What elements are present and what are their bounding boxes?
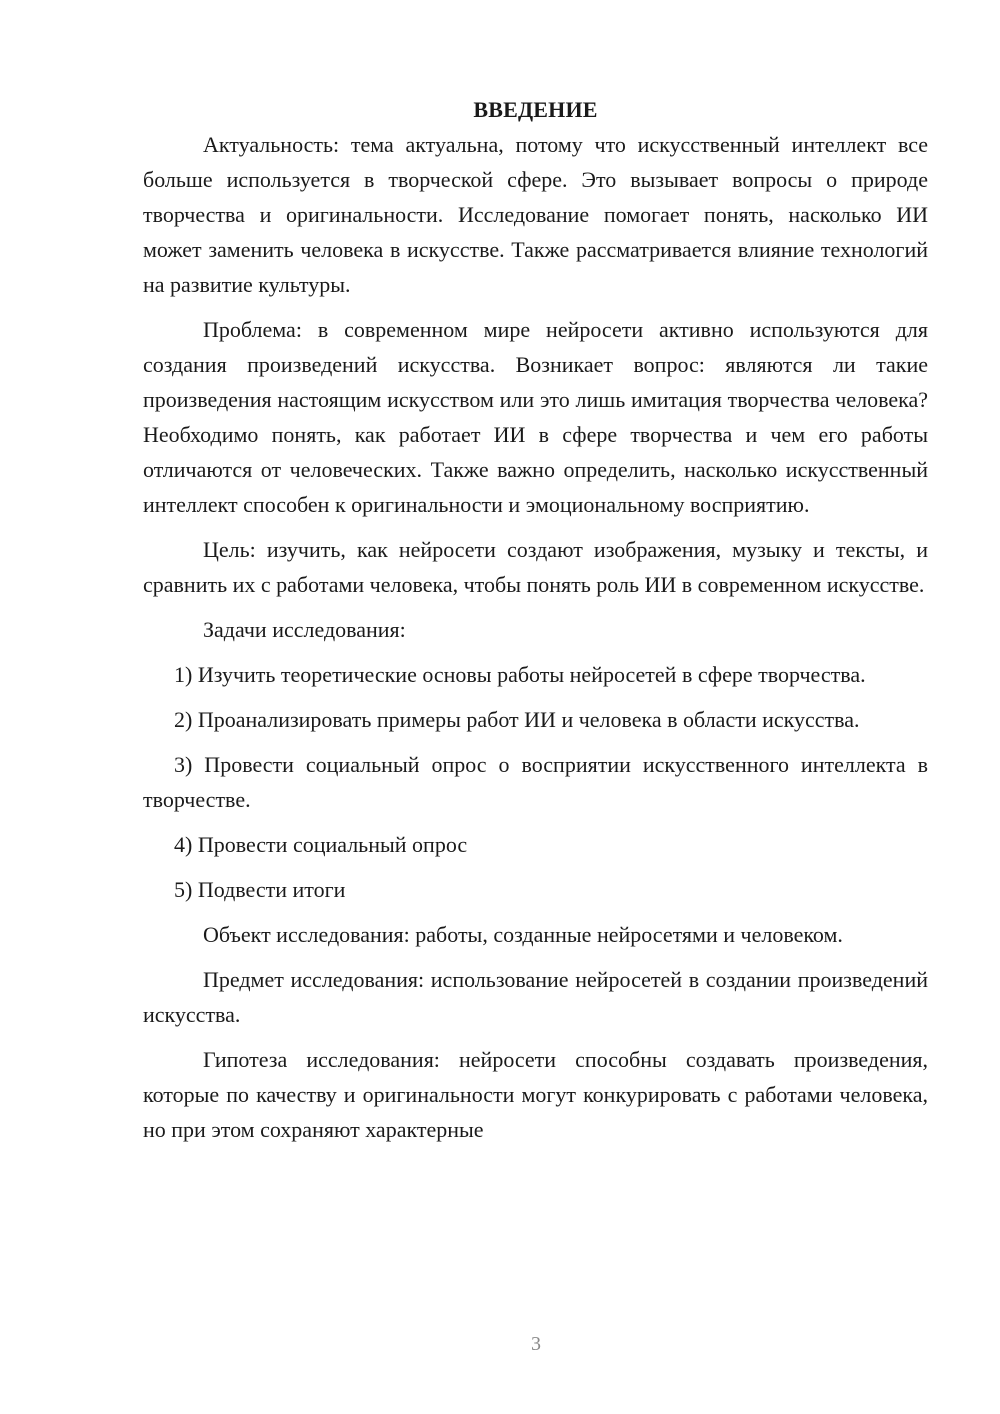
problem-paragraph: Проблема: в современном мире нейросети активно используются для создания произведений искусства. Возникает вопрос: являются ли такие произведения настоящим искусством или это лишь имитация творчества человека? Необходимо понять, как работает ИИ в сфере творчества и чем его работы отличаются от человеческих. Также важно определить, насколько искусственный интеллект способен к оригинальности и эмоциональному восприятию. [143, 317, 928, 517]
task-item-3: 3) Провести социальный опрос о восприятии искусственного интеллекта в творчестве. [143, 752, 928, 812]
task-item-1: 1) Изучить теоретические основы работы нейросетей в сфере творчества. [174, 662, 866, 687]
page-number: 3 [531, 1333, 541, 1355]
document-page [143, 92, 928, 1147]
object-paragraph: Объект исследования: работы, созданные нейросетями и человеком. [203, 922, 843, 947]
goal-paragraph: Цель: изучить, как нейросети создают изображения, музыку и тексты, и сравнить их с работами человека, чтобы понять роль ИИ в современном искусстве. [143, 537, 928, 597]
task-item-5: 5) Подвести итоги [174, 877, 346, 902]
subject-paragraph: Предмет исследования: использование нейросетей в создании произведений искусства. [143, 967, 928, 1027]
task-item-2: 2) Проанализировать примеры работ ИИ и человека в области искусства. [174, 707, 860, 732]
tasks-heading: Задачи исследования: [203, 617, 406, 642]
task-item-4: 4) Провести социальный опрос [174, 832, 468, 857]
relevance-paragraph: Актуальность: тема актуальна, потому что искусственный интеллект все больше используется в творческой сфере. Это вызывает вопросы о природе творчества и оригинальности. Исследование помогает понять, насколько ИИ может заменить человека в искусстве. Также рассматривается влияние технологий на развитие культуры. [143, 132, 928, 297]
section-title: ВВЕДЕНИЕ [473, 97, 598, 122]
hypothesis-paragraph: Гипотеза исследования: нейросети способны создавать произведения, которые по качеству и оригинальности могут конкурировать с работами человека, но при этом сохраняют характерные [143, 1047, 928, 1142]
